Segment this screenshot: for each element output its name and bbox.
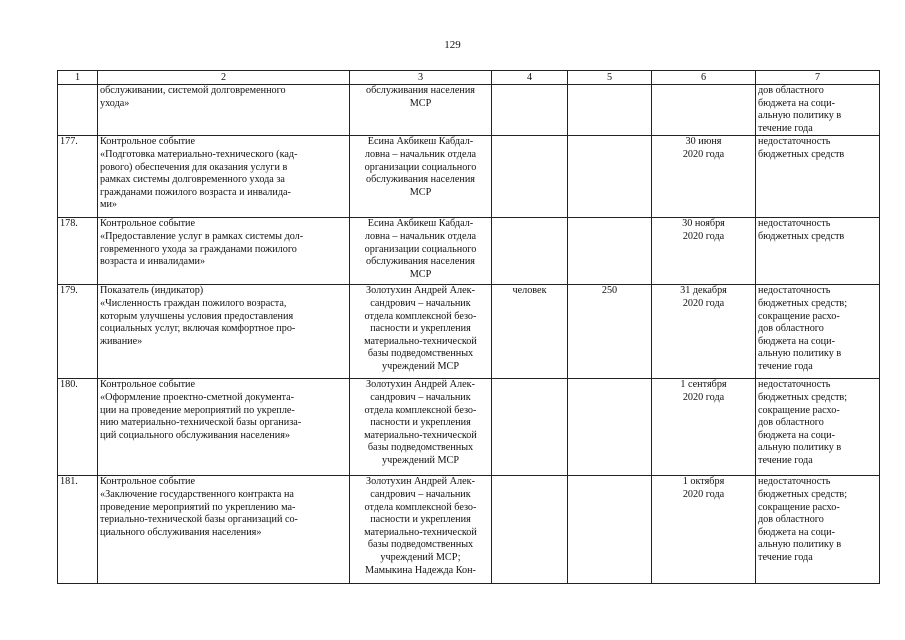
- table-row: [58, 285, 880, 379]
- risk-cell: недостаточность бюджетных средств; сокращение расхо- дов областного бюджета на соци- альную политику в течение года: [756, 476, 880, 584]
- unit-cell: [492, 476, 568, 584]
- header-row: [58, 71, 880, 85]
- table-row: [58, 476, 880, 584]
- table-row: [58, 136, 880, 218]
- event-cell: Контрольное событие «Оформление проектно-сметной документа- ции на проведение мероприятий по укрепле- нию материально-технической базы организа- ций социального обслуживания населения»: [98, 379, 350, 476]
- event-cell: Контрольное событие «Предоставление услуг в рамках системы дол- говременного ухода за гражданами пожилого возраста и инвалидами»: [98, 218, 350, 285]
- col-header-3: 3: [350, 71, 492, 85]
- risk-cell: недостаточность бюджетных средств; сокращение расхо- дов областного бюджета на соци- альную политику в течение года: [756, 379, 880, 476]
- table-row: [58, 379, 880, 476]
- unit-cell: [492, 136, 568, 218]
- value-cell: [568, 476, 652, 584]
- event-cell: Контрольное событие «Заключение государственного контракта на проведение мероприятий по укреплению ма- териально-технической базы организаций со- циального обслуживания населения»: [98, 476, 350, 584]
- value-cell: [568, 136, 652, 218]
- date-cell: 31 декабря 2020 года: [652, 285, 756, 379]
- event-cell: Контрольное событие «Подготовка материально-технического (кад- рового) обеспечения для оказания услуги в рамках системы долговременного ухода за гражданами пожилого возраста и инвалида- ми»: [98, 136, 350, 218]
- responsible-cell: Золотухин Андрей Алек- сандрович – начальник отдела комплексной безо- пасности и укрепления материально-технической базы подведомственных учреждений МСР; Мамыкина Надежда Кон-: [350, 476, 492, 584]
- risk-cell: недостаточность бюджетных средств: [756, 136, 880, 218]
- col-header-1: 1: [58, 71, 98, 85]
- unit-cell: [492, 85, 568, 136]
- row-number: 178.: [58, 218, 98, 285]
- col-header-2: 2: [98, 71, 350, 85]
- date-cell: 30 июня 2020 года: [652, 136, 756, 218]
- col-header-4: 4: [492, 71, 568, 85]
- row-number: [58, 85, 98, 136]
- col-header-6: 6: [652, 71, 756, 85]
- risk-cell: недостаточность бюджетных средств: [756, 218, 880, 285]
- responsible-cell: Золотухин Андрей Алек- сандрович – начальник отдела комплексной безо- пасности и укрепления материально-технической базы подведомственных учреждений МСР: [350, 285, 492, 379]
- responsible-cell: Есина Акбикеш Кабдал- ловна – начальник отдела организации социального обслуживания населения МСР: [350, 136, 492, 218]
- row-number: 180.: [58, 379, 98, 476]
- event-cell: Показатель (индикатор) «Численность граждан пожилого возраста, которым улучшены условия предоставления социальных услуг, включая комфортное про- живание»: [98, 285, 350, 379]
- unit-cell: человек: [492, 285, 568, 379]
- date-cell: 30 ноября 2020 года: [652, 218, 756, 285]
- value-cell: 250: [568, 285, 652, 379]
- responsible-cell: Золотухин Андрей Алек- сандрович – начальник отдела комплексной безо- пасности и укрепления материально-технической базы подведомственных учреждений МСР: [350, 379, 492, 476]
- table-row: [58, 218, 880, 285]
- risk-cell: недостаточность бюджетных средств; сокращение расхо- дов областного бюджета на соци- альную политику в течение года: [756, 285, 880, 379]
- event-cell: обслуживании, системой долговременного ухода»: [98, 85, 350, 136]
- risk-cell: дов областного бюджета на соци- альную политику в течение года: [756, 85, 880, 136]
- table-row: [58, 85, 880, 136]
- page-number: 129: [444, 39, 461, 51]
- unit-cell: [492, 218, 568, 285]
- responsible-cell: Есина Акбикеш Кабдал- ловна – начальник отдела организации социального обслуживания населения МСР: [350, 218, 492, 285]
- date-cell: 1 сентября 2020 года: [652, 379, 756, 476]
- row-number: 177.: [58, 136, 98, 218]
- date-cell: 1 октября 2020 года: [652, 476, 756, 584]
- value-cell: [568, 379, 652, 476]
- plan-table: [57, 70, 880, 584]
- row-number: 181.: [58, 476, 98, 584]
- col-header-5: 5: [568, 71, 652, 85]
- row-number: 179.: [58, 285, 98, 379]
- col-header-7: 7: [756, 71, 880, 85]
- value-cell: [568, 85, 652, 136]
- date-cell: [652, 85, 756, 136]
- responsible-cell: обслуживания населения МСР: [350, 85, 492, 136]
- unit-cell: [492, 379, 568, 476]
- value-cell: [568, 218, 652, 285]
